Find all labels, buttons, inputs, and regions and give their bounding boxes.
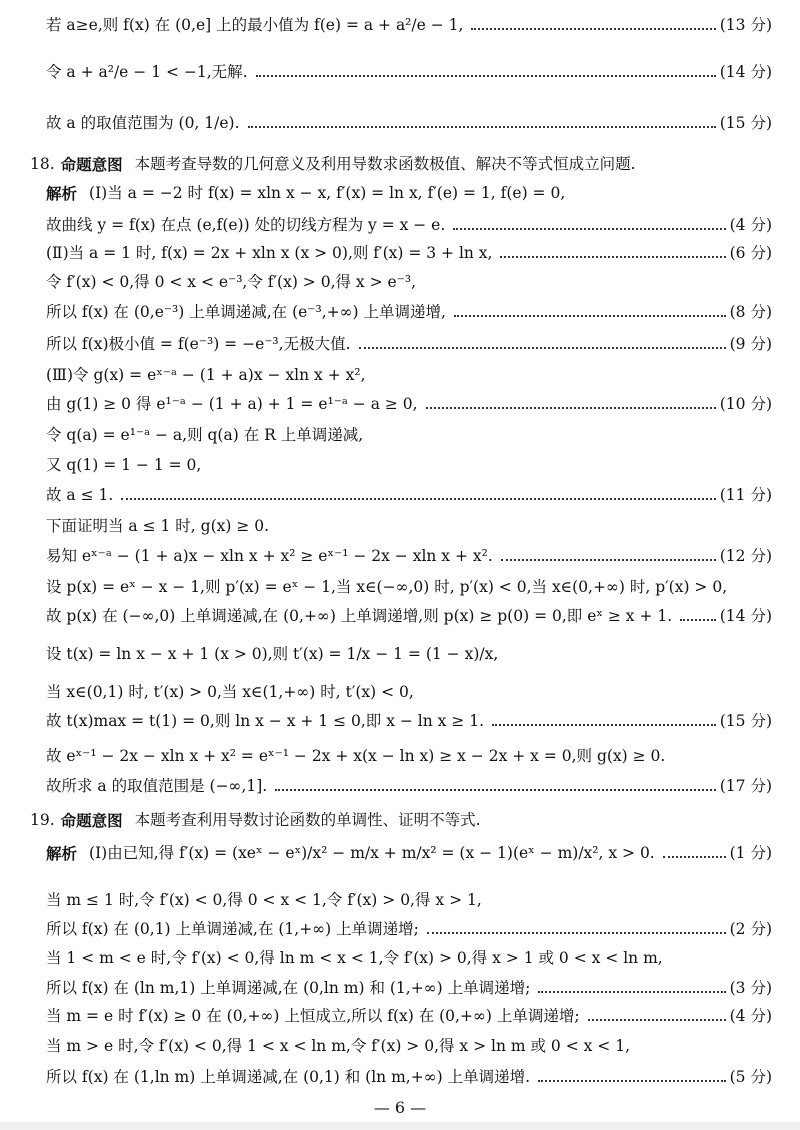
page-number: — 6 —: [373, 1098, 427, 1117]
solution-line: [46, 981, 772, 997]
solution-line: [46, 65, 772, 81]
line-text: 令 a + a²/e − 1 < −1,无解.: [46, 63, 248, 81]
solution-line: [46, 337, 772, 353]
dot-leader: [538, 1079, 726, 1082]
score-label: (4 分): [729, 216, 772, 234]
line-text: 令 q(a) = e¹⁻ᵃ − a,则 q(a) 在 R 上单调递减,: [46, 426, 364, 444]
question-number: 19.: [30, 811, 55, 829]
dot-leader: [663, 855, 726, 858]
solution-line: [46, 246, 772, 262]
score-label: (15 分): [719, 712, 772, 730]
dot-leader: [588, 1018, 726, 1021]
line-text: (Ⅰ)由已知,得 f′(x) = (xeˣ − eˣ)/x² − m/x + m/x² = (x − 1)(eˣ − m)/x², x > 0.: [89, 844, 655, 862]
solution-line: [46, 647, 772, 663]
solution-line: [46, 116, 772, 132]
solution-line: [46, 609, 772, 625]
section-heading: 命题意图: [60, 155, 123, 174]
dot-leader: [501, 558, 716, 561]
line-text: 由 g(1) ≥ 0 得 e¹⁻ᵃ − (1 + a) + 1 = e¹⁻ᵃ − a ≥ 0,: [46, 395, 418, 413]
solution-line: [46, 428, 772, 444]
dot-leader: [256, 74, 716, 77]
dot-leader: [454, 314, 726, 317]
line-text: 所以 f(x) 在 (0,1) 上单调递减,在 (1,+∞) 上单调递增;: [46, 920, 419, 938]
solution-line: [46, 893, 772, 909]
line-text: 令 f′(x) < 0,得 0 < x < e⁻³,令 f′(x) > 0,得 x > e⁻³,: [46, 273, 417, 291]
solution-line: [46, 305, 772, 321]
dot-leader: [427, 931, 726, 934]
score-label: (15 分): [719, 114, 772, 132]
solution-line: [46, 18, 772, 34]
dot-leader: [538, 990, 725, 993]
solution-line: [46, 368, 772, 384]
solution-line: [46, 397, 772, 413]
solution-line: [46, 458, 772, 474]
section-heading: 命题意图: [60, 811, 123, 830]
dot-leader: [359, 346, 726, 349]
score-label: (11 分): [719, 486, 772, 504]
line-text: 所以 f(x) 在 (ln m,1) 上单调递减,在 (0,ln m) 和 (1,+∞) 上单调递增;: [46, 979, 531, 997]
score-label: (6 分): [729, 244, 772, 262]
solution-line: [46, 779, 772, 795]
line-text: 又 q(1) = 1 − 1 = 0,: [46, 456, 202, 474]
solution-line: [46, 714, 772, 730]
line-text: 所以 f(x) 在 (0,e⁻³) 上单调递减,在 (e⁻³,+∞) 上单调递增,: [46, 303, 446, 321]
line-text: 当 1 < m < e 时,令 f′(x) < 0,得 ln m < x < 1,令 f′(x) > 0,得 x > 1 或 0 < x < ln m,: [46, 949, 663, 967]
score-label: (10 分): [719, 395, 772, 413]
dot-leader: [275, 788, 716, 791]
solution-line: [30, 157, 772, 173]
score-label: (14 分): [719, 607, 772, 625]
line-text: (Ⅰ)当 a = −2 时 f(x) = xln x − x, f′(x) = ln x, f′(e) = 1, f(e) = 0,: [89, 184, 566, 202]
solution-line: [46, 846, 772, 862]
solution-line: [46, 186, 772, 202]
score-label: (5 分): [729, 1068, 772, 1086]
score-label: (4 分): [729, 1007, 772, 1025]
score-label: (12 分): [719, 547, 772, 565]
line-text: 设 t(x) = ln x − x + 1 (x > 0),则 t′(x) = 1/x − 1 = (1 − x)/x,: [46, 645, 499, 663]
solution-line: [46, 218, 772, 234]
line-text: 若 a≥e,则 f(x) 在 (0,e] 上的最小值为 f(e) = a + a²/e − 1,: [46, 16, 464, 34]
line-text: 下面证明当 a ≤ 1 时, g(x) ≥ 0.: [46, 517, 270, 535]
line-text: 当 x∈(0,1) 时, t′(x) > 0,当 x∈(1,+∞) 时, t′(x) < 0,: [46, 683, 414, 701]
solution-line: [46, 275, 772, 291]
dot-leader: [471, 27, 715, 30]
dot-leader: [453, 227, 725, 230]
line-text: 本题考查利用导数讨论函数的单调性、证明不等式.: [134, 811, 481, 829]
line-text: 故所求 a 的取值范围是 (−∞,1].: [46, 777, 268, 795]
solution-line: [46, 1009, 772, 1025]
line-text: 易知 eˣ⁻ᵃ − (1 + a)x − xln x + x² ≥ eˣ⁻¹ − 2x − xln x + x².: [46, 547, 493, 565]
solution-line: [46, 1070, 772, 1086]
dot-leader: [121, 497, 715, 500]
score-label: (2 分): [729, 920, 772, 938]
line-text: 当 m > e 时,令 f′(x) < 0,得 1 < x < ln m,令 f′(x) > 0,得 x > ln m 或 0 < x < 1,: [46, 1037, 630, 1055]
line-text: 故曲线 y = f(x) 在点 (e,f(e)) 处的切线方程为 y = x − e.: [46, 216, 446, 234]
line-text: 故 t(x)max = t(1) = 0,则 ln x − x + 1 ≤ 0,即 x − ln x ≥ 1.: [46, 712, 485, 730]
line-text: 当 m = e 时 f′(x) ≥ 0 在 (0,+∞) 上恒成立,所以 f(x) 在 (0,+∞) 上单调递增;: [46, 1007, 580, 1025]
section-heading: 解析: [46, 844, 78, 863]
solution-line: [46, 922, 772, 938]
score-label: (1 分): [729, 844, 772, 862]
solution-line: [46, 488, 772, 504]
solution-line: [46, 951, 772, 967]
dot-leader: [426, 406, 716, 409]
dot-leader: [500, 255, 725, 258]
score-label: (3 分): [729, 979, 772, 997]
solution-line: [30, 813, 772, 829]
line-text: 当 m ≤ 1 时,令 f′(x) < 0,得 0 < x < 1,令 f′(x) > 0,得 x > 1,: [46, 891, 482, 909]
line-text: 设 p(x) = eˣ − x − 1,则 p′(x) = eˣ − 1,当 x∈(−∞,0) 时, p′(x) < 0,当 x∈(0,+∞) 时, p′(x) > 0,: [46, 578, 728, 596]
dot-leader: [680, 618, 716, 621]
dot-leader: [248, 125, 716, 128]
solution-line: [46, 1039, 772, 1055]
line-text: 故 p(x) 在 (−∞,0) 上单调递减,在 (0,+∞) 上单调递增,则 p(x) ≥ p(0) = 0,即 eˣ ≥ x + 1.: [46, 607, 673, 625]
solution-line: [46, 580, 772, 596]
section-heading: 解析: [46, 184, 78, 203]
bottom-band: [0, 1122, 800, 1130]
solution-line: [46, 519, 772, 535]
solution-line: [46, 549, 772, 565]
line-text: (Ⅲ)令 g(x) = eˣ⁻ᵃ − (1 + a)x − xln x + x²,: [46, 366, 366, 384]
dot-leader: [492, 723, 716, 726]
line-text: 所以 f(x)极小值 = f(e⁻³) = −e⁻³,无极大值.: [46, 335, 351, 353]
line-text: (Ⅱ)当 a = 1 时, f(x) = 2x + xln x (x > 0),则 f′(x) = 3 + ln x,: [46, 244, 493, 262]
score-label: (8 分): [729, 303, 772, 321]
line-text: 故 a 的取值范围为 (0, 1/e).: [46, 114, 240, 132]
question-number: 18.: [30, 155, 55, 173]
line-text: 本题考查导数的几何意义及利用导数求函数极值、解决不等式恒成立问题.: [134, 155, 636, 173]
score-label: (9 分): [729, 335, 772, 353]
score-label: (17 分): [719, 777, 772, 795]
solution-line: [46, 685, 772, 701]
line-text: 故 a ≤ 1.: [46, 486, 114, 504]
line-text: 所以 f(x) 在 (1,ln m) 上单调递减,在 (0,1) 和 (ln m,+∞) 上单调递增.: [46, 1068, 531, 1086]
solution-line: [46, 749, 772, 765]
score-label: (14 分): [719, 63, 772, 81]
score-label: (13 分): [719, 16, 772, 34]
line-text: 故 eˣ⁻¹ − 2x − xln x + x² = eˣ⁻¹ − 2x + x(x − ln x) ≥ x − 2x + x = 0,则 g(x) ≥ 0.: [46, 747, 666, 765]
